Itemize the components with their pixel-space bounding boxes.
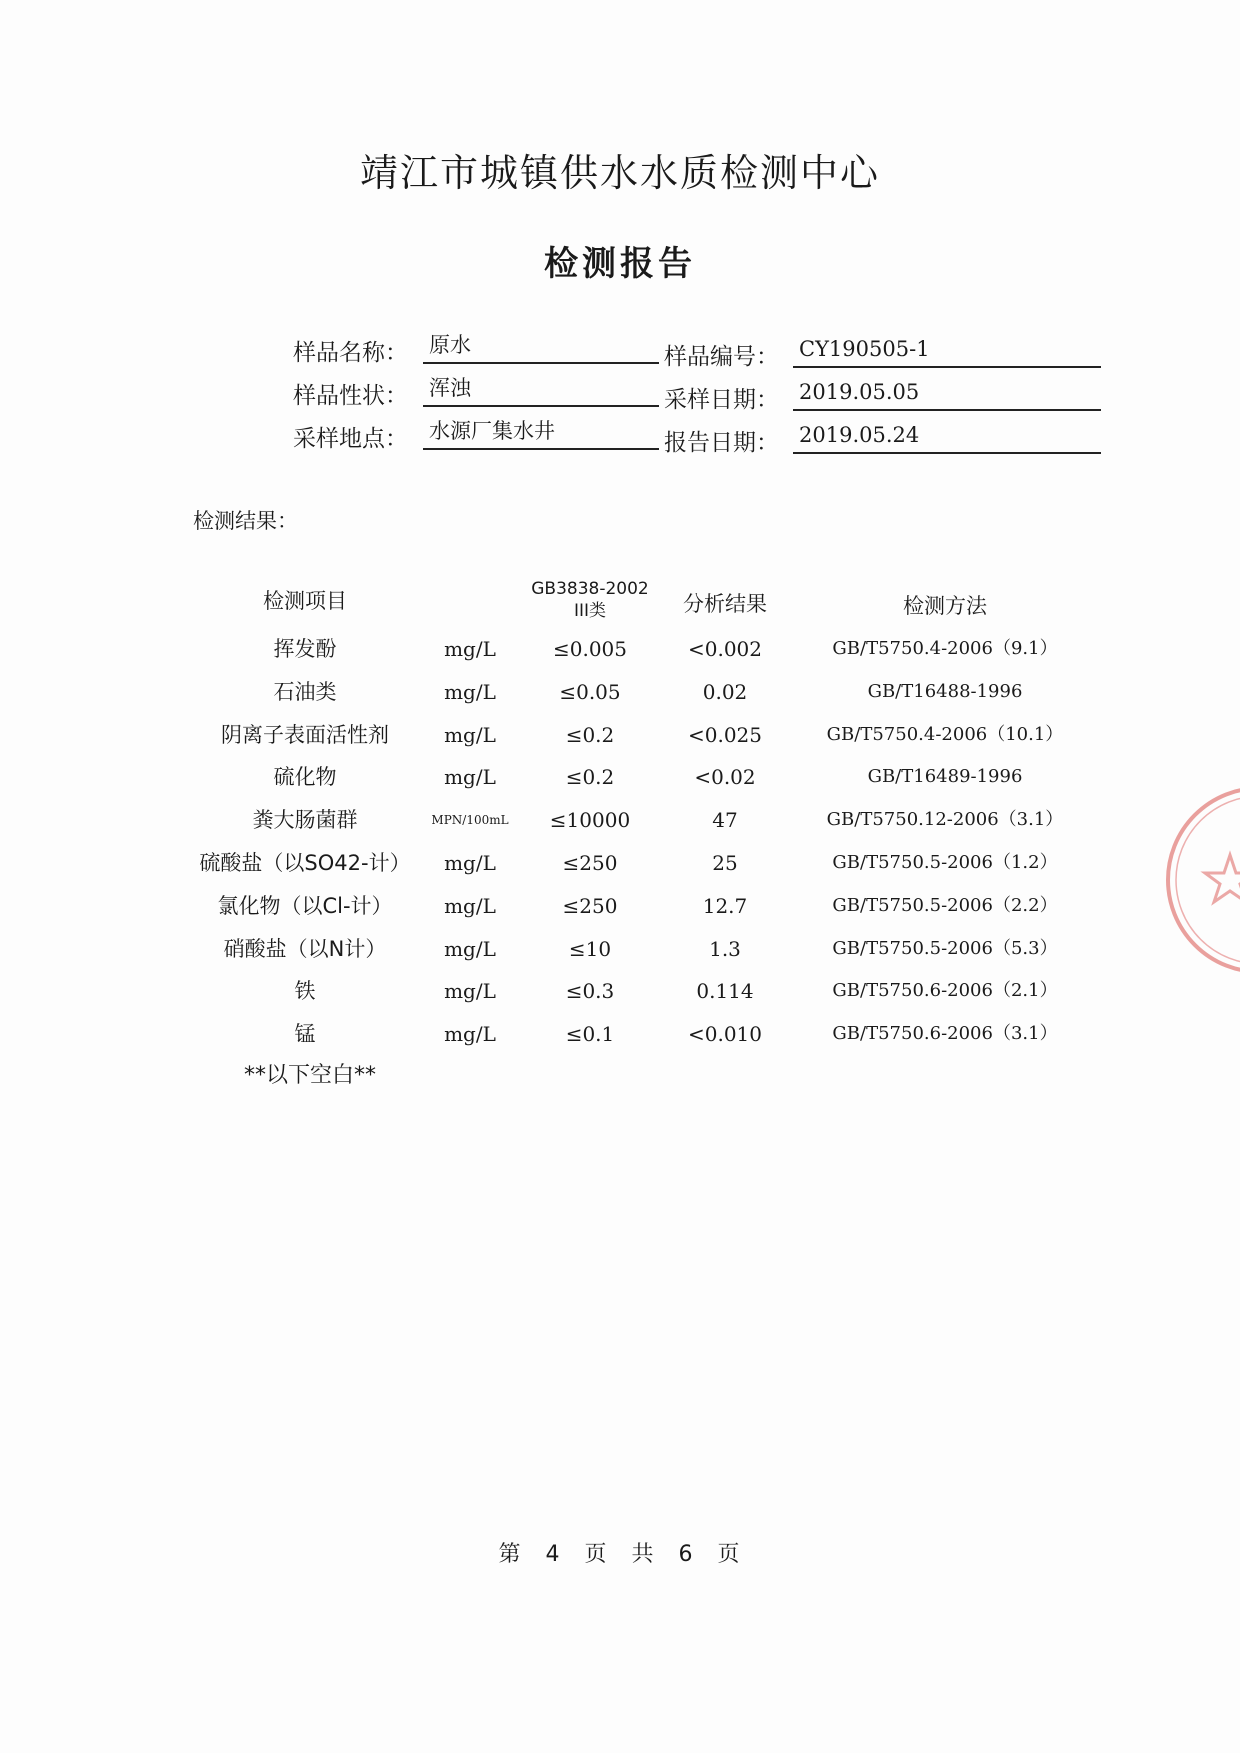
org-title: 靖江市城镇供水水质检测中心 xyxy=(359,151,880,195)
row-unit: mg/L xyxy=(444,851,496,875)
header-standard xyxy=(520,578,660,622)
blank-note: **以下空白** xyxy=(243,1063,376,1088)
sample-name-label: 样品名称： xyxy=(293,340,408,366)
sample-code-value: CY190505-1 xyxy=(793,334,1101,368)
row-item: 铁 xyxy=(294,979,316,1003)
row-standard: ≤0.1 xyxy=(565,1022,615,1046)
row-method: GB/T5750.4-2006（10.1） xyxy=(826,724,1064,745)
row-standard: ≤0.05 xyxy=(559,680,621,704)
row-standard: ≤0.2 xyxy=(565,765,615,789)
row-method: GB/T16488-1996 xyxy=(867,681,1023,702)
header-result: 分析结果 xyxy=(683,592,767,616)
row-item: 氯化物（以Cl-计） xyxy=(217,894,393,918)
results-section-label: 检测结果： xyxy=(193,509,298,533)
row-result: 12.7 xyxy=(702,894,748,918)
row-method: GB/T5750.4-2006（9.1） xyxy=(832,638,1058,659)
row-item: 硫化物 xyxy=(273,765,337,789)
row-result: 0.114 xyxy=(696,979,754,1003)
row-method: GB/T5750.5-2006（5.3） xyxy=(832,938,1058,959)
row-result: 25 xyxy=(712,851,738,875)
sample-code-label: 样品编号： xyxy=(664,344,779,370)
row-item: 硫酸盐（以SO42-计） xyxy=(199,851,411,875)
row-result: <0.02 xyxy=(694,765,756,789)
row-unit: mg/L xyxy=(444,723,496,747)
row-result: 47 xyxy=(712,808,738,832)
row-item: 挥发酚 xyxy=(273,637,337,661)
row-method: GB/T5750.6-2006（2.1） xyxy=(832,980,1058,1001)
row-standard: ≤250 xyxy=(562,894,618,918)
location-label: 采样地点： xyxy=(293,426,408,452)
row-unit: mg/L xyxy=(444,979,496,1003)
header-standard-line2: III类 xyxy=(573,601,607,621)
report-title: 检测报告 xyxy=(544,244,696,284)
row-method: GB/T16489-1996 xyxy=(867,766,1023,787)
page-footer: 第 4 页 共 6 页 xyxy=(498,1542,742,1567)
header-standard-line1: GB3838-2002 xyxy=(531,579,649,599)
sample-name-value: 原水 xyxy=(423,330,659,364)
row-standard: ≤0.005 xyxy=(552,637,627,661)
row-method: GB/T5750.6-2006（3.1） xyxy=(832,1023,1058,1044)
row-item: 石油类 xyxy=(273,680,337,704)
report-date-label: 报告日期： xyxy=(664,430,779,456)
row-standard: ≤0.3 xyxy=(565,979,615,1003)
row-standard: ≤0.2 xyxy=(565,723,615,747)
row-method: GB/T5750.12-2006（3.1） xyxy=(826,809,1064,830)
seal-stamp xyxy=(1160,780,1240,980)
header-method: 检测方法 xyxy=(903,594,987,618)
row-unit: mg/L xyxy=(444,637,496,661)
row-standard: ≤10000 xyxy=(549,808,631,832)
row-method: GB/T5750.5-2006（2.2） xyxy=(832,895,1058,916)
sampling-date-label: 采样日期： xyxy=(664,387,779,413)
sample-state-value: 浑浊 xyxy=(423,373,659,407)
header-item: 检测项目 xyxy=(263,589,347,613)
row-result: <0.002 xyxy=(687,637,762,661)
row-unit: mg/L xyxy=(444,894,496,918)
row-standard: ≤250 xyxy=(562,851,618,875)
location-value: 水源厂集水井 xyxy=(423,416,659,450)
sampling-date-value: 2019.05.05 xyxy=(793,377,1101,411)
row-unit: mg/L xyxy=(444,765,496,789)
row-item: 阴离子表面活性剂 xyxy=(221,723,389,747)
row-item: 锰 xyxy=(294,1022,316,1046)
row-standard: ≤10 xyxy=(568,937,612,961)
row-item: 粪大肠菌群 xyxy=(252,808,358,832)
row-result: 0.02 xyxy=(702,680,748,704)
row-unit: MPN/100mL xyxy=(431,813,509,827)
row-item: 硝酸盐（以N计） xyxy=(223,937,387,961)
row-result: 1.3 xyxy=(709,937,741,961)
row-result: <0.025 xyxy=(687,723,762,747)
report-date-value: 2019.05.24 xyxy=(793,420,1101,454)
row-unit: mg/L xyxy=(444,680,496,704)
sample-state-label: 样品性状： xyxy=(293,383,408,409)
row-unit: mg/L xyxy=(444,937,496,961)
row-unit: mg/L xyxy=(444,1022,496,1046)
row-method: GB/T5750.5-2006（1.2） xyxy=(832,852,1058,873)
row-result: <0.010 xyxy=(687,1022,762,1046)
